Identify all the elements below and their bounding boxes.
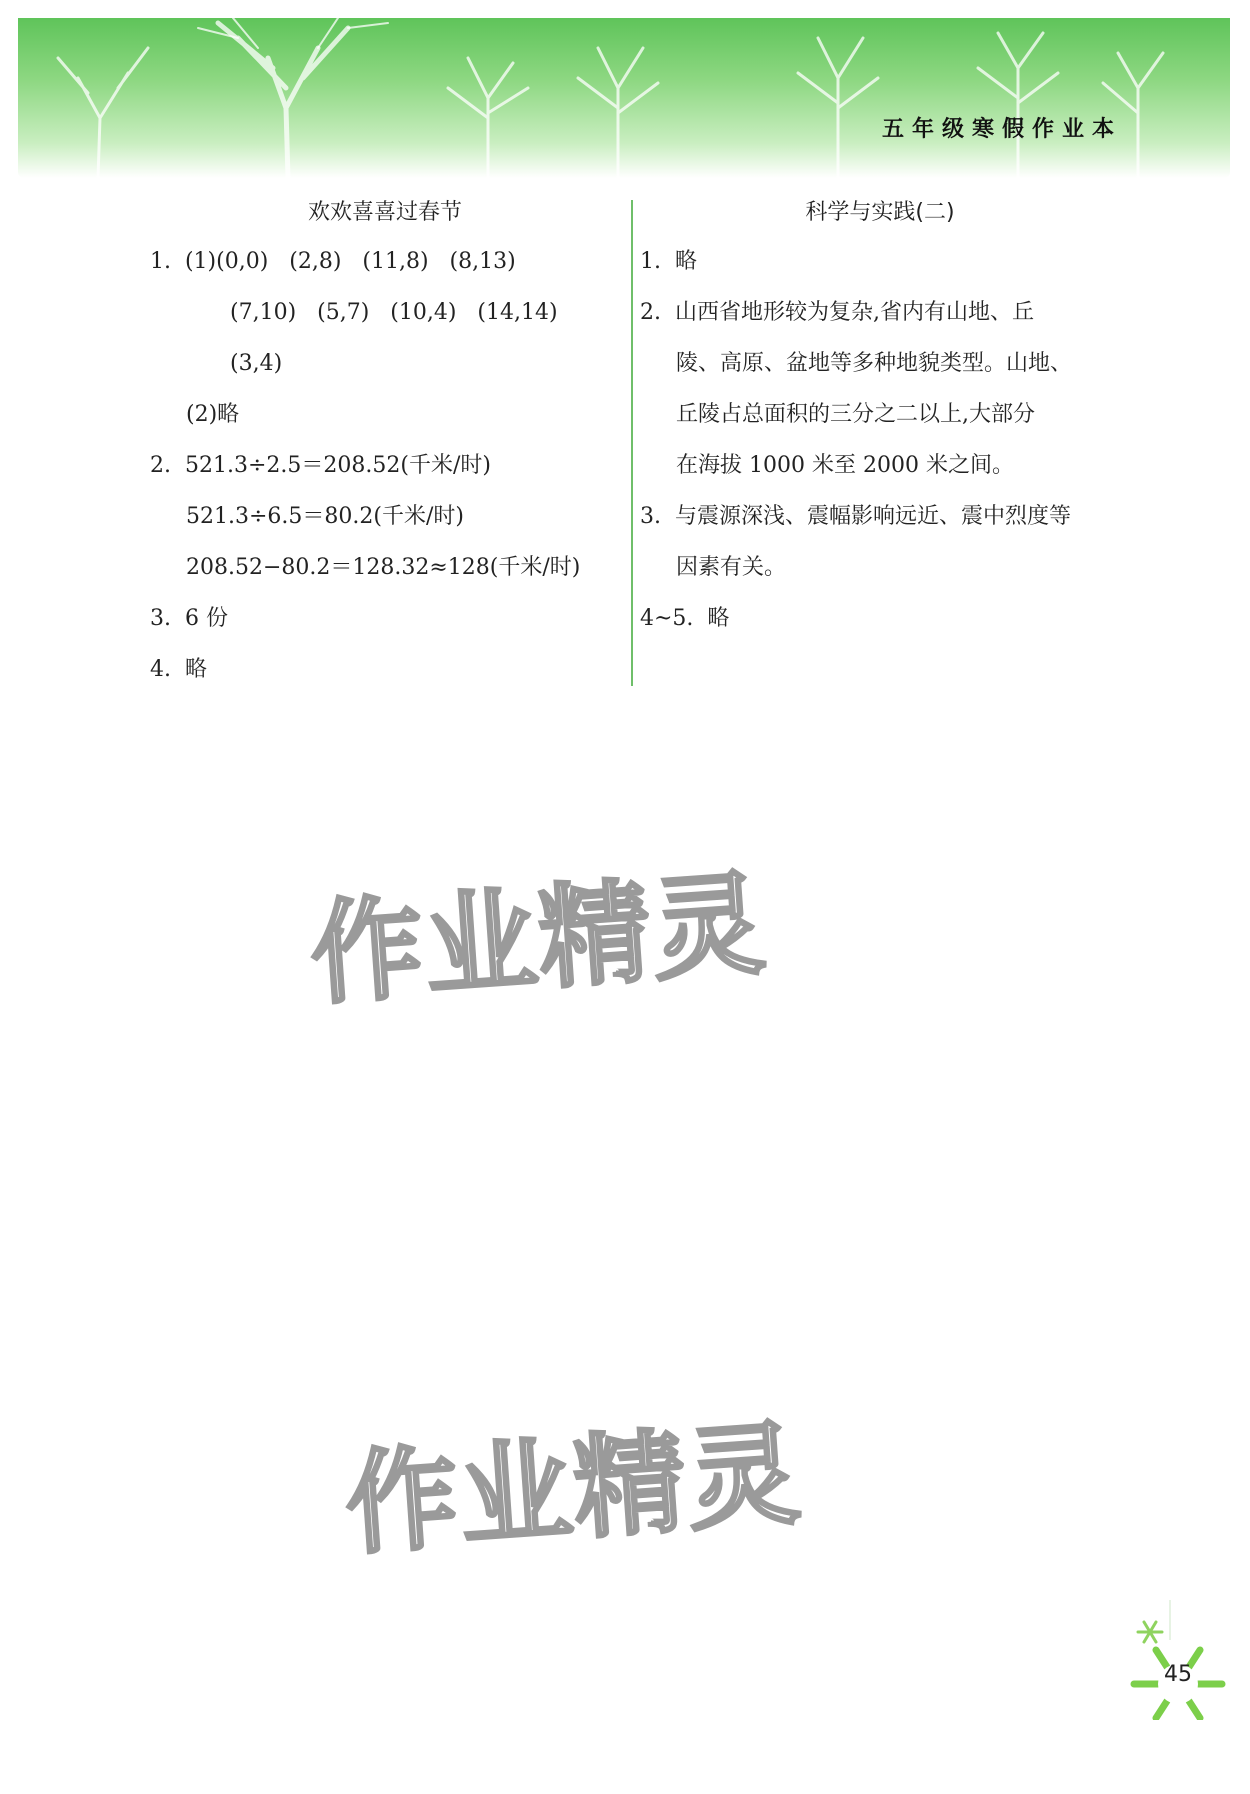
left-column: [150, 190, 620, 695]
page-number-badge: [1128, 1600, 1228, 1720]
right-column: [640, 190, 1120, 644]
answer-line: 521.3÷6.5＝80.2(千米/时): [186, 504, 464, 529]
answer-line: 1. 略: [640, 249, 697, 274]
column-divider: [631, 200, 633, 686]
header-banner: [18, 18, 1230, 178]
answer-line: 4. 略: [150, 657, 207, 682]
series-title: 五年级寒假作业本: [881, 117, 1122, 142]
answer-line: 3. 与震源深浅、震幅影响远近、震中烈度等: [640, 504, 1071, 529]
watermark-text: 作业精灵: [341, 1409, 806, 1571]
answer-line: 丘陵占总面积的三分之二以上,大部分: [676, 402, 1035, 427]
answer-line: 在海拔 1000 米至 2000 米之间。: [676, 453, 1014, 478]
answer-line: 陵、高原、盆地等多种地貌类型。山地、: [676, 351, 1073, 376]
left-heading: 欢欢喜喜过春节: [307, 200, 462, 225]
answer-line: (7,10) (5,7) (10,4) (14,14): [230, 300, 558, 325]
answer-line: (2)略: [186, 402, 240, 427]
answer-line: (3,4): [230, 351, 283, 376]
answer-line: 3. 6 份: [150, 606, 228, 631]
answer-line: 2. 521.3÷2.5＝208.52(千米/时): [150, 453, 491, 478]
bare-trees-illustration: [18, 18, 1230, 178]
watermark-text: 作业精灵: [306, 859, 771, 1021]
answer-line: 208.52−80.2＝128.32≈128(千米/时): [186, 555, 581, 580]
page-number: 45: [1164, 1662, 1192, 1687]
snowflake-icon: [1128, 1600, 1228, 1720]
answer-line: 因素有关。: [676, 555, 787, 580]
answer-line: 4~5. 略: [640, 606, 730, 631]
answer-line: 2. 山西省地形较为复杂,省内有山地、丘: [640, 300, 1034, 325]
right-heading: 科学与实践(二): [805, 200, 955, 225]
answer-line: 1. (1)(0,0) (2,8) (11,8) (8,13): [150, 249, 516, 274]
